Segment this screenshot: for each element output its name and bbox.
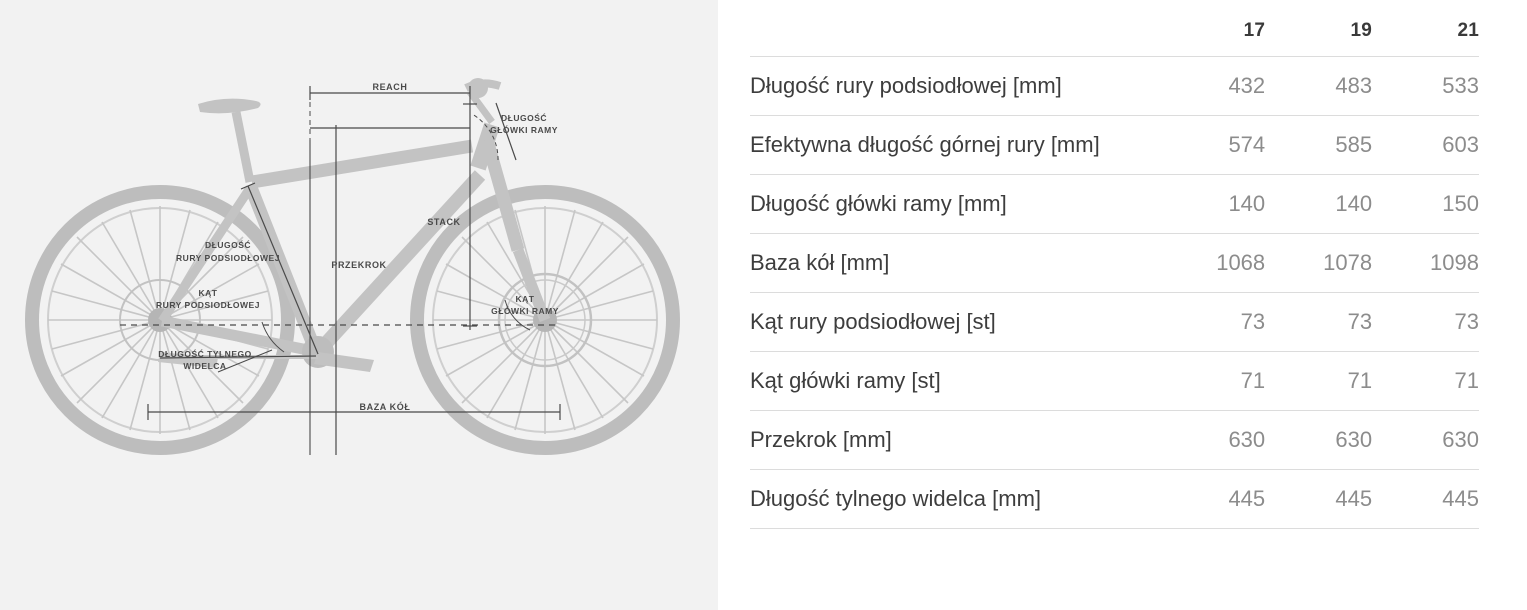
rear-wheel <box>32 192 288 448</box>
row-value-21: 1098 <box>1372 234 1479 293</box>
row-value-19: 73 <box>1265 293 1372 352</box>
table-row <box>750 293 1479 352</box>
label-chainstay-1: DŁUGOŚĆ TYLNEGO <box>158 349 252 359</box>
row-value-17: 71 <box>1158 352 1265 411</box>
row-value-19: 483 <box>1265 57 1372 116</box>
label-seat-tube-angle-1: KĄT <box>198 288 218 298</box>
row-value-19: 630 <box>1265 411 1372 470</box>
row-value-21: 630 <box>1372 411 1479 470</box>
table-body <box>750 57 1479 529</box>
bike-diagram-svg <box>0 0 718 610</box>
row-value-17: 140 <box>1158 175 1265 234</box>
label-head-tube-length-1: DŁUGOŚĆ <box>501 113 547 123</box>
row-value-21: 150 <box>1372 175 1479 234</box>
row-value-21: 73 <box>1372 293 1479 352</box>
row-value-19: 71 <box>1265 352 1372 411</box>
label-standover: PRZEKROK <box>331 260 387 270</box>
row-label: Kąt główki ramy [st] <box>750 352 1158 411</box>
bike-geometry-diagram <box>0 0 718 610</box>
table-row <box>750 116 1479 175</box>
label-seat-tube-length-2: RURY PODSIODŁOWEJ <box>176 253 280 263</box>
table-row <box>750 175 1479 234</box>
row-value-19: 1078 <box>1265 234 1372 293</box>
label-seat-tube-angle-2: RURY PODSIODŁOWEJ <box>156 300 260 310</box>
row-value-17: 1068 <box>1158 234 1265 293</box>
row-label: Długość główki ramy [mm] <box>750 175 1158 234</box>
row-value-21: 603 <box>1372 116 1479 175</box>
label-head-tube-angle-2: GŁÓWKI RAMY <box>491 306 559 316</box>
table-row <box>750 57 1479 116</box>
table-row <box>750 470 1479 529</box>
row-label: Przekrok [mm] <box>750 411 1158 470</box>
row-value-21: 445 <box>1372 470 1479 529</box>
table-row <box>750 234 1479 293</box>
row-value-19: 445 <box>1265 470 1372 529</box>
header-size-17: 17 <box>1243 20 1266 41</box>
header-size-21: 21 <box>1457 20 1479 41</box>
row-value-21: 71 <box>1372 352 1479 411</box>
row-label: Długość rury podsiodłowej [mm] <box>750 57 1158 116</box>
label-stack: STACK <box>427 217 461 227</box>
header-label <box>750 0 1158 57</box>
row-label: Kąt rury podsiodłowej [st] <box>750 293 1158 352</box>
row-value-17: 574 <box>1158 116 1265 175</box>
row-label: Efektywna długość górnej rury [mm] <box>750 116 1158 175</box>
row-value-19: 585 <box>1265 116 1372 175</box>
row-value-17: 630 <box>1158 411 1265 470</box>
label-head-tube-angle-1: KĄT <box>515 294 535 304</box>
header-size-19: 19 <box>1350 20 1373 41</box>
row-value-17: 73 <box>1158 293 1265 352</box>
table-row <box>750 352 1479 411</box>
label-chainstay-2: WIDELCA <box>183 361 227 371</box>
row-value-21: 533 <box>1372 57 1479 116</box>
row-value-17: 432 <box>1158 57 1265 116</box>
row-value-17: 445 <box>1158 470 1265 529</box>
label-wheelbase: BAZA KÓŁ <box>359 402 411 412</box>
header-row <box>750 0 1479 57</box>
table-header <box>750 0 1479 57</box>
label-reach: REACH <box>372 82 408 92</box>
label-seat-tube-length-1: DŁUGOŚĆ <box>205 240 251 250</box>
table-row <box>750 411 1479 470</box>
geometry-table <box>750 0 1479 529</box>
row-label: Baza kół [mm] <box>750 234 1158 293</box>
row-value-19: 140 <box>1265 175 1372 234</box>
row-label: Długość tylnego widelca [mm] <box>750 470 1158 529</box>
geometry-table-pane <box>718 0 1527 610</box>
label-head-tube-length-2: GŁÓWKI RAMY <box>490 125 558 135</box>
